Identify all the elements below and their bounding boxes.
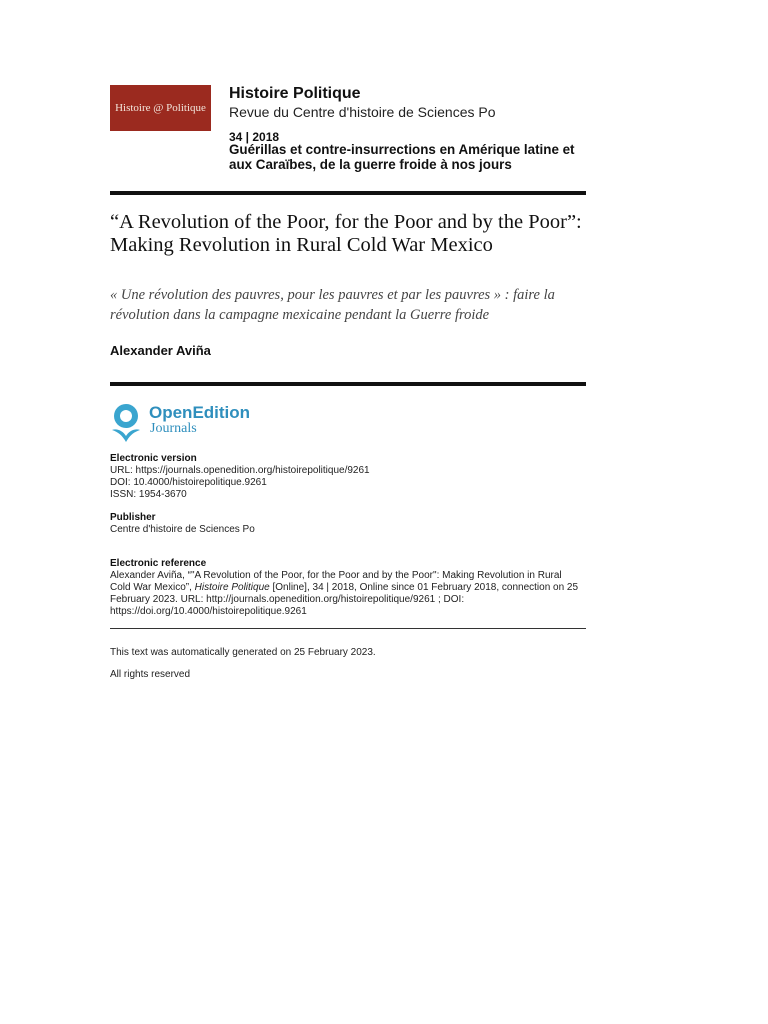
generation-note: This text was automatically generated on 25 February 2023. bbox=[110, 647, 376, 658]
journal-title: Histoire Politique bbox=[229, 85, 361, 102]
publisher-name: Centre d'histoire de Sciences Po bbox=[110, 524, 255, 535]
electronic-reference-heading: Electronic reference bbox=[110, 558, 207, 569]
journal-subtitle: Revue du Centre d'histoire de Sciences Po bbox=[229, 104, 496, 120]
divider-bottom bbox=[110, 628, 586, 629]
electronic-version-url[interactable]: URL: https://journals.openedition.org/histoirepolitique/9261 bbox=[110, 465, 370, 476]
reference-part-2: [Online], 34 | 2018, Online since 01 February 2018, connection on 25 February 2023. URL: http://journals.openedition.org/histoirepolitique/9261 ; DOI: https://doi.org/10.4000/histoirepolitique.9261 bbox=[110, 582, 579, 617]
rights-note: All rights reserved bbox=[110, 669, 191, 680]
article-author: Alexander Aviña bbox=[110, 343, 211, 358]
issue-title: Guérillas et contre-insurrections en Amérique latine et aux Caraïbes, de la guerre froide à nos jours bbox=[229, 142, 575, 172]
issue-number: 34 | 2018 bbox=[229, 130, 280, 144]
divider-middle bbox=[110, 382, 586, 386]
publisher-section bbox=[110, 512, 586, 536]
electronic-reference-text bbox=[110, 570, 580, 618]
article-title: “A Revolution of the Poor, for the Poor and by the Poor”: Making Revolution in Rural Cold War Mexico bbox=[110, 211, 582, 256]
openedition-name: OpenEdition bbox=[149, 403, 251, 422]
electronic-version-section bbox=[110, 453, 586, 501]
journal-logo bbox=[110, 85, 211, 131]
electronic-version-heading: Electronic version bbox=[110, 453, 197, 464]
journal-logo-text: Histoire @ Politique bbox=[115, 102, 206, 114]
electronic-reference-section bbox=[110, 558, 586, 618]
reference-part-1: Alexander Aviña, “"A Revolution of the Poor, for the Poor and by the Poor": Making Revolution in Rural Cold War Mexico”, bbox=[110, 570, 562, 593]
article-subtitle: « Une révolution des pauvres, pour les pauvres et par les pauvres » : faire la révolution dans la campagne mexicaine pendant la Guerre froide bbox=[110, 287, 555, 323]
reference-journal-name: Histoire Politique bbox=[194, 582, 270, 593]
divider-top bbox=[110, 191, 586, 195]
electronic-version-doi[interactable]: DOI: 10.4000/histoirepolitique.9261 bbox=[110, 477, 267, 488]
publisher-heading: Publisher bbox=[110, 512, 156, 523]
openedition-journals: Journals bbox=[150, 421, 197, 436]
electronic-version-issn: ISSN: 1954-3670 bbox=[110, 489, 187, 500]
